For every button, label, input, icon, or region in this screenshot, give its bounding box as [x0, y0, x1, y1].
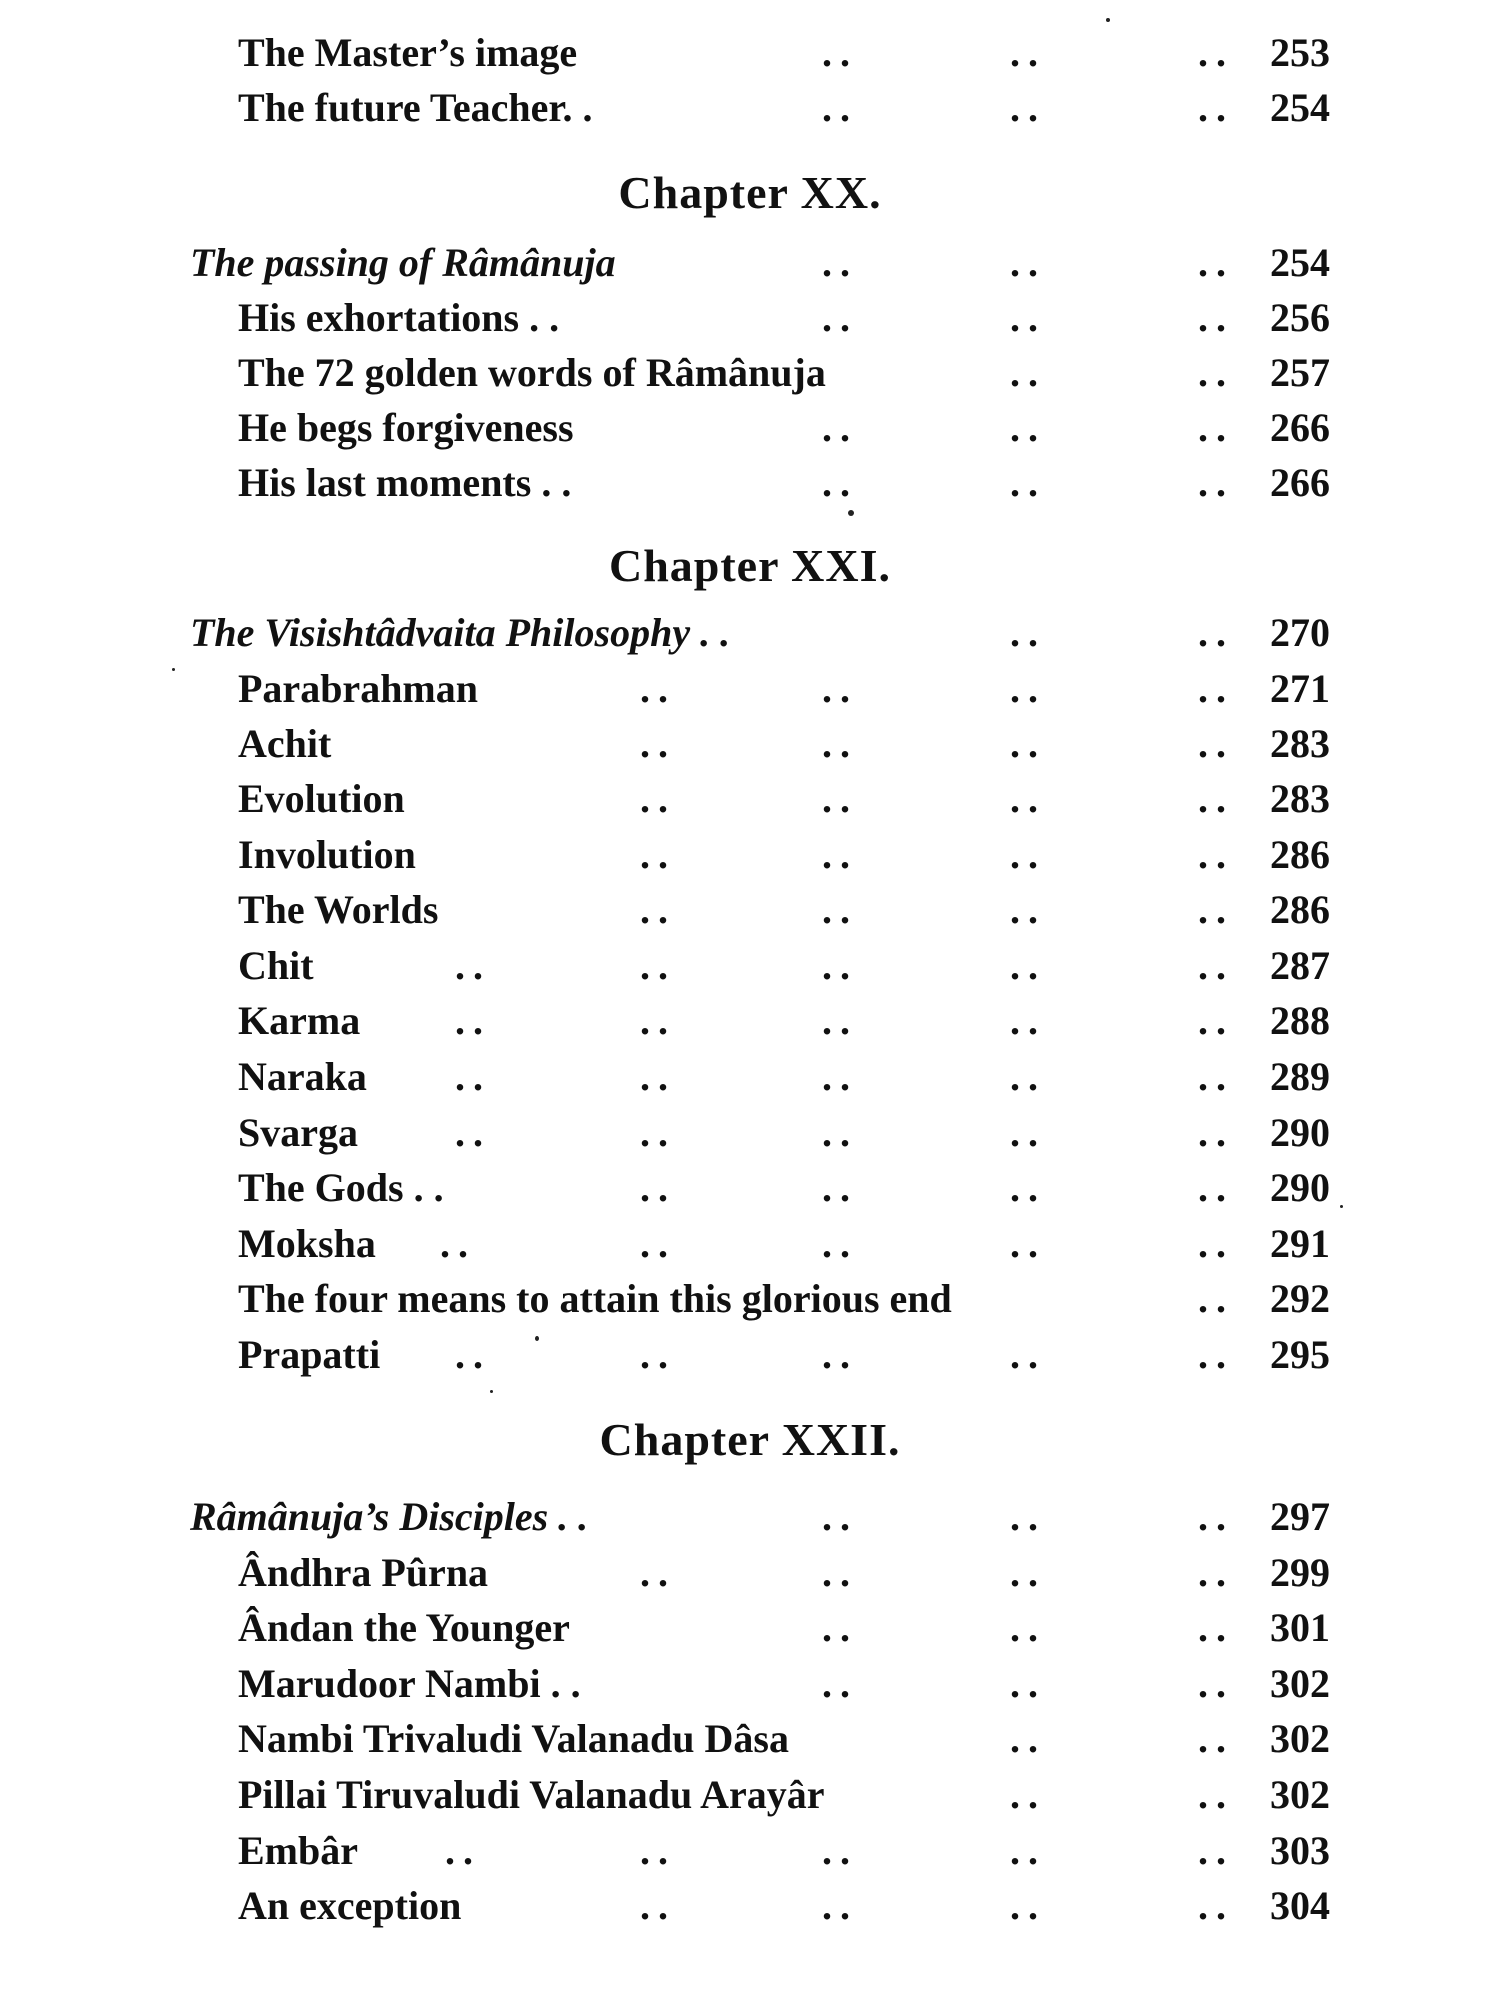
toc-entry-title: Marudoor Nambi . .: [238, 1661, 581, 1706]
toc-entry-title: Svarga: [238, 1110, 358, 1155]
toc-entry-title: Naraka: [238, 1054, 367, 1099]
toc-entry-page: 301: [1270, 1605, 1330, 1650]
toc-entry-visishtadvaita: The Visishtâdvaita Philosophy . . .. .. 270: [0, 608, 1500, 658]
toc-entry-evolution: Evolution .. .. .. .. 283: [0, 774, 1500, 824]
toc-entry-page: 254: [1270, 240, 1330, 285]
toc-entry-exhortations: His exhortations . . .. .. .. 256: [0, 293, 1500, 343]
toc-entry-title: The future Teacher. .: [238, 85, 593, 130]
toc-entry-last-moments: His last moments . . .. .. .. 266: [0, 458, 1500, 508]
toc-entry-title: He begs forgiveness: [238, 405, 574, 450]
scan-speck: [535, 1336, 539, 1341]
toc-entry-title: Râmânuja’s Disciples . .: [190, 1494, 589, 1539]
toc-entry-andhra-purna: Ândhra Pûrna .. .. .. .. 299: [0, 1548, 1500, 1598]
toc-entry-title: The Worlds: [238, 887, 439, 932]
toc-entry-page: 283: [1270, 721, 1330, 766]
toc-entry-page: 266: [1270, 460, 1330, 505]
toc-entry-page: 256: [1270, 295, 1330, 340]
toc-entry-golden-words: The 72 golden words of Râmânuja .. .. 257: [0, 348, 1500, 398]
toc-entry-page: 302: [1270, 1772, 1330, 1817]
toc-entry-page: 254: [1270, 85, 1330, 130]
toc-entry-title: Ândan the Younger: [238, 1605, 570, 1650]
toc-entry-page: 290: [1270, 1110, 1330, 1155]
toc-entry-title: His last moments . .: [238, 460, 572, 505]
toc-entry-page: 302: [1270, 1661, 1330, 1706]
scan-speck: [490, 1390, 493, 1393]
toc-entry-page: 289: [1270, 1054, 1330, 1099]
toc-entry-title: An exception: [238, 1883, 462, 1928]
toc-entry-the-gods: The Gods . . .. .. .. .. 290: [0, 1163, 1500, 1213]
scan-speck: [848, 510, 854, 516]
toc-entry-page: 302: [1270, 1716, 1330, 1761]
toc-entry-page: 287: [1270, 943, 1330, 988]
toc-entry-page: 271: [1270, 666, 1330, 711]
toc-entry-svarga: Svarga .. .. .. .. .. 290: [0, 1108, 1500, 1158]
toc-entry-embar: Embâr .. .. .. .. .. 303: [0, 1826, 1500, 1876]
toc-entry-page: 291: [1270, 1221, 1330, 1266]
toc-entry-andan-the-younger: Ândan the Younger .. .. .. 301: [0, 1603, 1500, 1653]
toc-entry-page: 304: [1270, 1883, 1330, 1928]
toc-entry-chit: Chit .. .. .. .. .. 287: [0, 941, 1500, 991]
toc-entry-title: Evolution: [238, 776, 405, 821]
toc-entry-page: 292: [1270, 1276, 1330, 1321]
toc-entry-masters-image: The Master’s image .. .. .. 253: [0, 28, 1500, 78]
toc-entry-title: The 72 golden words of Râmânuja: [238, 350, 826, 395]
chapter-heading-xxii: Chapter XXII.: [599, 1414, 901, 1465]
toc-entry-title: Achit: [238, 721, 332, 766]
toc-entry-four-means: The four means to attain this glorious end .. 292: [0, 1274, 1500, 1324]
toc-entry-karma: Karma .. .. .. .. .. 288: [0, 996, 1500, 1046]
toc-entry-title: Moksha: [238, 1221, 376, 1266]
toc-entry-page: 288: [1270, 998, 1330, 1043]
toc-entry-title: Chit: [238, 943, 314, 988]
toc-entry-title: The Visishtâdvaita Philosophy . .: [190, 610, 731, 655]
toc-entry-title: The Master’s image: [238, 30, 578, 75]
toc-entry-naraka: Naraka .. .. .. .. .. 289: [0, 1052, 1500, 1102]
scan-speck: [1340, 1205, 1343, 1208]
toc-entry-title: The Gods . .: [238, 1165, 444, 1210]
toc-entry-the-worlds: The Worlds .. .. .. .. 286: [0, 885, 1500, 935]
toc-entry-title: Embâr: [238, 1828, 358, 1873]
scan-speck: [1106, 18, 1110, 22]
toc-entry-an-exception: An exception .. .. .. .. 304: [0, 1881, 1500, 1931]
toc-entry-passing-of-ramanuja: The passing of Râmânuja .. .. .. 254: [0, 238, 1500, 288]
toc-entry-marudoor-nambi: Marudoor Nambi . . .. .. .. 302: [0, 1659, 1500, 1709]
toc-entry-title: Involution: [238, 832, 416, 877]
toc-entry-title: His exhortations . .: [238, 295, 560, 340]
toc-entry-title: Prapatti: [238, 1332, 381, 1377]
toc-entry-page: 295: [1270, 1332, 1330, 1377]
toc-entry-achit: Achit .. .. .. .. 283: [0, 719, 1500, 769]
toc-entry-page: 286: [1270, 887, 1330, 932]
toc-entry-page: 266: [1270, 405, 1330, 450]
toc-entry-moksha: Moksha .. .. .. .. .. 291: [0, 1219, 1500, 1269]
toc-entry-page: 303: [1270, 1828, 1330, 1873]
toc-entry-title: Pillai Tiruvaludi Valanadu Arayâr: [238, 1772, 825, 1817]
toc-entry-disciples: Râmânuja’s Disciples . . .. .. .. 297: [0, 1492, 1500, 1542]
scan-speck: [172, 668, 175, 671]
toc-entry-parabrahman: Parabrahman .. .. .. .. 271: [0, 664, 1500, 714]
toc-entry-page: 257: [1270, 350, 1330, 395]
toc-entry-nambi-trivaludi: Nambi Trivaludi Valanadu Dâsa .. .. 302: [0, 1714, 1500, 1764]
chapter-heading-xxi: Chapter XXI.: [608, 540, 892, 591]
toc-entry-page: 290: [1270, 1165, 1330, 1210]
toc-entry-title: Karma: [238, 998, 361, 1043]
toc-entry-future-teacher: The future Teacher. . .. .. .. 254: [0, 83, 1500, 133]
toc-entry-title: Parabrahman: [238, 666, 478, 711]
toc-entry-page: 283: [1270, 776, 1330, 821]
toc-entry-begs-forgiveness: He begs forgiveness .. .. .. 266: [0, 403, 1500, 453]
toc-entry-page: 253: [1270, 30, 1330, 75]
toc-entry-title: The passing of Râmânuja: [190, 240, 616, 285]
toc-entry-page: 299: [1270, 1550, 1330, 1595]
toc-entry-page: 286: [1270, 832, 1330, 877]
toc-entry-title: Nambi Trivaludi Valanadu Dâsa: [238, 1716, 789, 1761]
toc-entry-title: The four means to attain this glorious end: [238, 1276, 952, 1321]
toc-entry-prapatti: Prapatti .. .. .. .. .. 295: [0, 1330, 1500, 1380]
toc-entry-title: Ândhra Pûrna: [238, 1550, 489, 1595]
toc-entry-page: 270: [1270, 610, 1330, 655]
toc-entry-page: 297: [1270, 1494, 1330, 1539]
chapter-heading-xx: Chapter XX.: [618, 167, 882, 218]
toc-entry-pillai-tiruvaludi: Pillai Tiruvaludi Valanadu Arayâr .. .. 302: [0, 1770, 1500, 1820]
toc-entry-involution: Involution .. .. .. .. 286: [0, 830, 1500, 880]
